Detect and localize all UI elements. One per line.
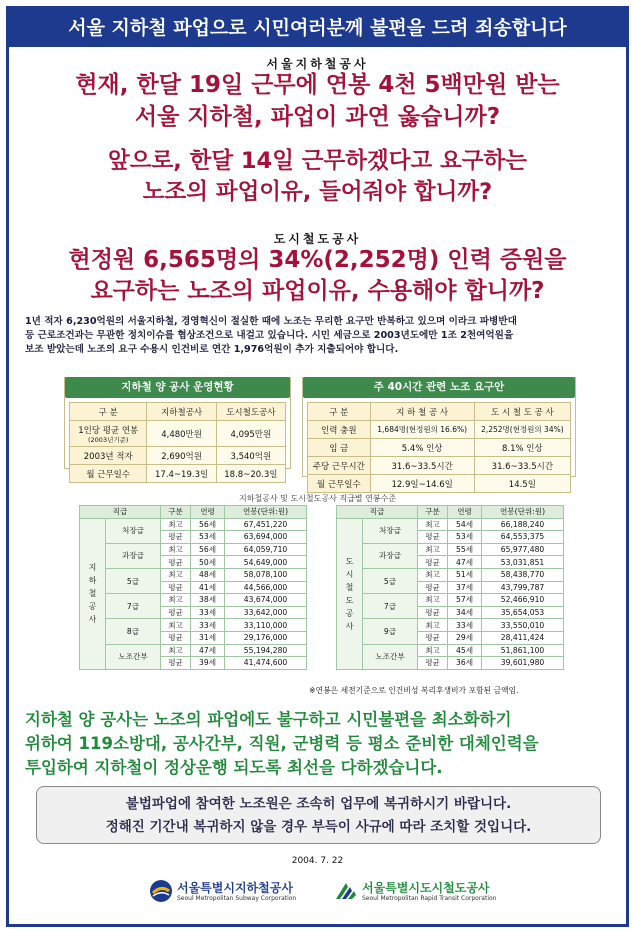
table-cell: 63,694,000 <box>225 531 307 544</box>
company-label-char: 공 <box>88 602 97 612</box>
table-cell: 평균 <box>418 606 448 619</box>
table-cell: 33세 <box>191 606 225 619</box>
table-cell: 54,649,000 <box>225 556 307 569</box>
table-cell: 37세 <box>448 581 482 594</box>
table-cell: 3,540억원 <box>216 447 285 465</box>
table-cell: 50세 <box>191 556 225 569</box>
table-cell: 최고 <box>161 644 191 657</box>
table-cell: 최고 <box>161 594 191 607</box>
salary-note: ※연봉은 세전기준으로 인건비성 복리후생비가 포함된 금액임. <box>309 686 519 695</box>
table-cell: 44,566,000 <box>225 581 307 594</box>
statement-line: 위하여 119소방대, 공사간부, 직원, 군병력 등 평소 준비한 대체인력을 <box>25 734 539 753</box>
table-header: 연봉(단위:원) <box>225 506 307 519</box>
table-cell: 38세 <box>191 594 225 607</box>
statement-line: 투입하여 지하철이 정상운행 되도록 최선을 다하겠습니다. <box>25 758 443 777</box>
table-cell: 41세 <box>191 581 225 594</box>
table-header: 구분 <box>161 506 191 519</box>
table-cell: 67,451,220 <box>225 518 307 531</box>
table-cell: 평균 <box>418 581 448 594</box>
table-cell: 66,188,240 <box>482 518 564 531</box>
table-cell: 28,411,424 <box>482 631 564 644</box>
table-cell: 14.5일 <box>474 475 570 493</box>
position-cell: 노조간부 <box>363 644 418 669</box>
table-cell: 최고 <box>418 619 448 632</box>
headline-line: 서울 지하철, 파업이 과연 옳습니까? <box>134 104 501 130</box>
table-cell: 평균 <box>418 631 448 644</box>
table-header: 직급 <box>80 506 161 519</box>
table-cell: 33,550,010 <box>482 619 564 632</box>
company-label-char: 철 <box>345 582 354 592</box>
company-label-char: 시 <box>345 569 354 579</box>
table-cell: 43,799,787 <box>482 581 564 594</box>
table-cell: 8.1% 인상 <box>474 439 570 457</box>
table-cell: 47세 <box>191 644 225 657</box>
table-cell: 평균 <box>418 556 448 569</box>
operations-table-title: 지하철 양 공사 운영현황 <box>65 377 290 398</box>
table-row <box>80 543 307 556</box>
table-row <box>80 594 307 607</box>
table-cell: 2,252명(현정원의 34%) <box>474 421 570 439</box>
table-cell: 47세 <box>448 556 482 569</box>
table-cell: 39,601,980 <box>482 657 564 670</box>
operations-table-box <box>64 377 291 480</box>
position-cell: 처장급 <box>106 518 161 543</box>
table-cell: 35,654,053 <box>482 606 564 619</box>
operations-table <box>69 402 286 483</box>
table-cell: 4,095만원 <box>216 421 285 447</box>
paragraph-line: 보조 받았는데 노조의 요구 수용시 인건비로 연간 1,976억원이 추가 지출되어야 합니다. <box>25 344 399 355</box>
table-row-label: 1인당 평균 연봉 (2003년기준) <box>70 421 147 447</box>
org-label-subway: 서울지하철공사 <box>266 57 369 71</box>
company-label-char: 하 <box>88 576 97 586</box>
paragraph-line: 등 근로조건과는 무관한 정치이슈를 협상조건으로 내걸고 있습니다. 시민 세금으로 2003년도에만 1조 2천여억원을 <box>25 330 514 341</box>
table-cell: 최고 <box>418 568 448 581</box>
salary-table-subway <box>79 505 307 670</box>
table-cell: 31.6~33.5시간 <box>474 457 570 475</box>
table-row-label: 월 근무일수 <box>70 465 147 483</box>
table-row <box>337 644 564 657</box>
table-cell: 29세 <box>448 631 482 644</box>
table-cell: 45세 <box>448 644 482 657</box>
table-cell: 55세 <box>448 543 482 556</box>
logo-english-name: Seoul Metropolitan Subway Corporation <box>177 895 297 902</box>
table-cell: 52,466,910 <box>482 594 564 607</box>
table-cell: 5.4% 인상 <box>370 439 474 457</box>
notice-poster <box>6 6 629 927</box>
org-label-metro: 도시철도공사 <box>273 232 362 246</box>
table-header: 도시철도공사 <box>216 403 285 421</box>
table-header: 구 분 <box>70 403 147 421</box>
company-label-char: 사 <box>88 615 97 625</box>
headline-line: 앞으로, 한달 14일 근무하겠다고 요구하는 <box>108 148 527 174</box>
union-demands-table-box <box>302 377 576 490</box>
table-cell: 33세 <box>191 619 225 632</box>
table-cell: 최고 <box>161 518 191 531</box>
response-statement <box>25 708 615 780</box>
table-cell: 53세 <box>448 531 482 544</box>
position-cell: 5급 <box>106 568 161 593</box>
company-label <box>337 518 363 669</box>
headline-line: 현재, 한달 19일 근무에 연봉 4천 5백만원 받는 <box>75 72 560 98</box>
table-row <box>337 518 564 531</box>
logo-name: 서울특별시도시철도공사 <box>362 881 490 895</box>
table-header: 구분 <box>418 506 448 519</box>
table-cell: 평균 <box>161 657 191 670</box>
table-cell: 41,474,600 <box>225 657 307 670</box>
table-cell: 평균 <box>161 581 191 594</box>
metro-logo-icon <box>334 879 358 903</box>
table-cell: 평균 <box>161 531 191 544</box>
table-cell: 33,642,000 <box>225 606 307 619</box>
table-cell: 최고 <box>418 644 448 657</box>
table-header: 구 분 <box>308 403 371 421</box>
table-cell: 65,977,480 <box>482 543 564 556</box>
table-row <box>80 568 307 581</box>
company-label-char: 도 <box>345 595 354 605</box>
table-row <box>337 543 564 556</box>
table-header: 지 하 철 공 사 <box>370 403 474 421</box>
apology-banner: 서울 지하철 파업으로 시민여러분께 불편을 드려 죄송합니다 <box>9 9 626 47</box>
body-paragraph <box>25 315 615 357</box>
table-cell: 33세 <box>448 619 482 632</box>
table-cell: 최고 <box>161 568 191 581</box>
salary-table-metro <box>336 505 564 670</box>
position-cell: 7급 <box>106 594 161 619</box>
table-cell: 58,438,770 <box>482 568 564 581</box>
position-cell: 7급 <box>363 594 418 619</box>
notice-line: 불법파업에 참여한 노조원은 조속히 업무에 복귀하시기 바랍니다. <box>125 796 512 812</box>
salary-table-caption: 지하철공사 및 도시철도공사 직급별 연봉수준 <box>238 494 396 503</box>
table-cell: 최고 <box>161 543 191 556</box>
table-cell: 17.4~19.3일 <box>147 465 216 483</box>
table-cell: 평균 <box>161 556 191 569</box>
table-cell: 58,078,100 <box>225 568 307 581</box>
table-cell: 평균 <box>161 606 191 619</box>
position-cell: 과장급 <box>363 543 418 568</box>
table-cell: 4,480만원 <box>147 421 216 447</box>
table-cell: 최고 <box>418 594 448 607</box>
table-cell: 최고 <box>418 543 448 556</box>
table-row <box>80 518 307 531</box>
position-cell: 5급 <box>363 568 418 593</box>
table-cell: 64,059,710 <box>225 543 307 556</box>
table-cell: 평균 <box>418 531 448 544</box>
table-cell: 평균 <box>161 631 191 644</box>
company-label-char: 지 <box>88 563 97 573</box>
company-label-char: 도 <box>345 556 354 566</box>
table-cell: 53,031,851 <box>482 556 564 569</box>
table-header: 지하철공사 <box>147 403 216 421</box>
position-cell: 9급 <box>363 619 418 644</box>
paragraph-line: 1년 적자 6,230억원의 서울지하철, 경영혁신이 절실한 때에 노조는 무리한 요구만 반복하고 있으며 이라크 파병반대 <box>25 316 517 327</box>
logo-english-name: Seoul Metropolitan Rapid Transit Corporation <box>362 895 497 902</box>
table-row-label: 인력 충원 <box>308 421 371 439</box>
table-cell: 1,684명(현정원의 16.6%) <box>370 421 474 439</box>
table-header: 연령 <box>448 506 482 519</box>
table-cell: 최고 <box>161 619 191 632</box>
table-cell: 29,176,000 <box>225 631 307 644</box>
table-cell: 43,674,000 <box>225 594 307 607</box>
position-cell: 노조간부 <box>106 644 161 669</box>
issue-date: 2004. 7. 22 <box>291 856 344 866</box>
table-row-label: 임 금 <box>308 439 371 457</box>
table-cell: 55,194,280 <box>225 644 307 657</box>
table-cell: 최고 <box>418 518 448 531</box>
table-row <box>80 644 307 657</box>
table-cell: 31.6~33.5시간 <box>370 457 474 475</box>
table-cell: 57세 <box>448 594 482 607</box>
table-cell: 54세 <box>448 518 482 531</box>
table-cell: 12.9일~14.6일 <box>370 475 474 493</box>
table-row <box>337 594 564 607</box>
statement-line: 지하철 양 공사는 노조의 파업에도 불구하고 시민불편을 최소화하기 <box>25 710 512 729</box>
table-cell: 18.8~20.3일 <box>216 465 285 483</box>
table-cell: 33,110,000 <box>225 619 307 632</box>
company-label-char: 철 <box>88 589 97 599</box>
table-header: 연령 <box>191 506 225 519</box>
logo-name: 서울특별시지하철공사 <box>177 881 293 895</box>
table-row-label: 주당 근무시간 <box>308 457 371 475</box>
table-row-label: 월 근무일수 <box>308 475 371 493</box>
table-header: 직급 <box>337 506 418 519</box>
table-row <box>80 619 307 632</box>
company-label-char: 공 <box>345 608 354 618</box>
table-cell: 56세 <box>191 518 225 531</box>
table-cell: 53세 <box>191 531 225 544</box>
table-cell: 48세 <box>191 568 225 581</box>
table-cell: 평균 <box>418 657 448 670</box>
company-label <box>80 518 106 669</box>
table-cell: 51,861,100 <box>482 644 564 657</box>
table-cell: 34세 <box>448 606 482 619</box>
position-cell: 8급 <box>106 619 161 644</box>
table-row <box>337 568 564 581</box>
table-cell: 36세 <box>448 657 482 670</box>
headline-line: 노조의 파업이유, 들어줘야 합니까? <box>142 179 493 205</box>
table-row-label: 2003년 적자 <box>70 447 147 465</box>
table-cell: 64,553,375 <box>482 531 564 544</box>
subway-logo-icon <box>149 879 173 903</box>
position-cell: 처장급 <box>363 518 418 543</box>
headline-metro <box>9 245 626 307</box>
company-label-char: 사 <box>345 621 354 631</box>
table-cell: 39세 <box>191 657 225 670</box>
table-header: 도 시 철 도 공 사 <box>474 403 570 421</box>
table-cell: 51세 <box>448 568 482 581</box>
headline-subway <box>9 69 626 208</box>
notice-line: 정해진 기간내 복귀하지 않을 경우 부득이 사규에 따라 조치할 것입니다. <box>105 819 532 835</box>
table-header: 연봉(단위:원) <box>482 506 564 519</box>
position-cell: 과장급 <box>106 543 161 568</box>
headline-line: 현정원 6,565명의 34%(2,252명) 인력 증원을 <box>68 247 567 273</box>
table-cell: 2,690억원 <box>147 447 216 465</box>
table-row <box>337 619 564 632</box>
headline-line: 요구하는 노조의 파업이유, 수용해야 합니까? <box>90 278 545 304</box>
table-cell: 31세 <box>191 631 225 644</box>
return-to-work-notice <box>36 786 601 844</box>
union-demands-table <box>307 402 571 493</box>
table-cell: 56세 <box>191 543 225 556</box>
union-demands-table-title: 주 40시간 관련 노조 요구안 <box>303 377 575 398</box>
